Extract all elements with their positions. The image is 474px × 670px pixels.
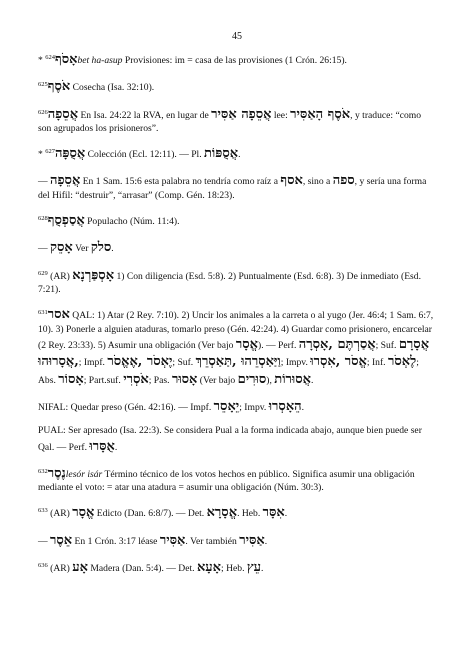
entry-number: 625 xyxy=(38,81,48,89)
hebrew-word: אֻסָּרוּ xyxy=(89,438,115,454)
entry-text: ), xyxy=(266,374,275,386)
entry-text: , sino a xyxy=(302,176,333,188)
entry-text: Madera (Dan. 5:4). — Det. xyxy=(87,562,197,574)
entry-text: ; Impv. xyxy=(280,357,311,369)
dictionary-entry xyxy=(38,398,436,415)
dictionary-entry xyxy=(38,306,436,387)
entry-text: ; Inf. xyxy=(366,357,388,369)
dictionary-entry xyxy=(38,172,436,202)
entry-text: (AR) xyxy=(47,508,73,520)
entry-text: En 1 Crón. 3:17 léase xyxy=(72,535,160,547)
entry-number: 624 xyxy=(45,54,55,61)
entry-number: 631 xyxy=(38,309,48,317)
entry-text: Populacho (Núm. 11:4). xyxy=(84,216,180,228)
entry-text: QAL: 1) Atar (2 Rey. 7:10). 2) Uncir los animales a la carreta o al yugo (Jer. 46:4; 1 Sam. 6:7, 10). 3) Ponerle a alguien ataduras, tomarlo preso (Gén. 42:24). 4) Guardar como prisionero, encarcelar (2 Rey. 23:33). 5) Asumir una obligación (Ver bajo xyxy=(38,310,434,352)
entry-text: . xyxy=(311,374,314,386)
hebrew-word: אֲסַפְסֻף xyxy=(47,213,85,229)
entry-list xyxy=(38,51,436,576)
entry-text: ; Heb. xyxy=(221,562,247,574)
dictionary-entry xyxy=(38,239,436,256)
hebrew-word: אֲסֵפָה xyxy=(50,173,81,189)
entry-text: (Ver bajo xyxy=(197,374,238,386)
entry-text: Colección (Ecl. 12:11). — Pl. xyxy=(85,149,204,161)
entry-text: im = casa de las provisiones (1 Crón. 26:15). xyxy=(174,55,347,67)
hebrew-word: אָסוֹר xyxy=(58,371,84,387)
entry-text: * xyxy=(38,55,46,67)
entry-text: ; Impv. xyxy=(239,401,269,413)
hebrew-word: וַיַּאַסְרֵהוּ ,תַּאַסְרֵךְ xyxy=(195,354,281,370)
hebrew-word: אָעָא xyxy=(196,559,222,575)
entry-text: En 1 Sam. 15:6 esta palabra no tendría como raíz a xyxy=(80,176,281,188)
entry-number: 626 xyxy=(38,108,48,116)
entry-text: En Isa. 24:22 la RVA, en lugar de xyxy=(78,109,212,121)
entry-text: ; Abs. xyxy=(38,357,419,386)
dictionary-entry xyxy=(38,532,436,549)
dictionary-entry xyxy=(38,106,436,136)
hebrew-word: הֵאָסְרוּ xyxy=(268,398,302,414)
entry-text: . xyxy=(238,149,241,161)
entry-text: * xyxy=(38,149,46,161)
hebrew-word: אָסוּר xyxy=(171,371,198,387)
dictionary-entry xyxy=(38,145,436,162)
entry-text: (AR) xyxy=(47,270,73,282)
transliteration: bet ha-asup xyxy=(77,55,123,67)
hebrew-word: אֲסֻפָּה xyxy=(54,146,86,162)
entry-text: ; Pas. xyxy=(148,374,172,386)
transliteration: lesór isár xyxy=(65,468,103,480)
entry-number: 633 xyxy=(38,507,48,515)
hebrew-word: אסר xyxy=(47,307,70,323)
hebrew-word: אִסָּר xyxy=(262,505,285,521)
hebrew-word: אֵסֶר xyxy=(50,532,73,548)
hebrew-word: סלק xyxy=(90,240,112,256)
hebrew-word: אֹסְרִי xyxy=(123,371,149,387)
entry-number: 628 xyxy=(38,215,48,223)
entry-text: , y traduce: “como son agrupados los prisioneros”. xyxy=(38,109,422,134)
hebrew-word: עֵץ xyxy=(246,559,262,575)
entry-text: . Ver también xyxy=(185,535,240,547)
hebrew-word: אֲסֵפָה xyxy=(47,106,79,122)
entry-text: Edicto (Dan. 6:8/7). — Det. xyxy=(94,508,207,520)
entry-text: , y sería una forma del Hifil: “destruir”, “arrasar” (Comp. Gén. 18:23). xyxy=(38,176,427,201)
hebrew-word: אֹסֶף הָאַסִּיר xyxy=(290,106,351,122)
hebrew-word: אָסֵק xyxy=(50,240,73,256)
entry-text: Provisiones: xyxy=(122,55,175,67)
hebrew-word: אָסֹף xyxy=(54,52,78,68)
entry-text: Ver xyxy=(72,243,91,255)
hebrew-word: אֱסָרָא xyxy=(206,505,238,521)
entry-text: . xyxy=(114,441,118,453)
hebrew-word: יֶאְסֹר ,אֶאֱסֹר xyxy=(107,354,173,370)
entry-text: ; Impf. xyxy=(78,357,108,369)
entry-text: PUAL: Ser apresado (Isa. 22:3). Se considera Pual a la forma indicada abajo, aunque bien puede ser Qal. — Perf. xyxy=(38,424,422,453)
entry-text: . xyxy=(284,508,288,520)
entry-text: 1) Con diligencia (Esd. 5:8). 2) Puntualmente (Esd. 6:8). 3) De inmediato (Esd. 7:21). xyxy=(38,270,421,295)
hebrew-word: אֲסַרְתֶּם ,אָסְרָה xyxy=(298,337,376,353)
dictionary-entry xyxy=(38,267,436,297)
hebrew-word: אֲסוּרוֹת xyxy=(274,371,311,387)
dictionary-entry xyxy=(38,559,436,576)
entry-text: . xyxy=(301,401,305,413)
entry-text: ). — Perf. xyxy=(258,340,299,352)
entry-text: . xyxy=(261,562,264,574)
hebrew-word: אֱסֹר ,אִסְרוּ xyxy=(310,354,367,370)
hebrew-word: נֶסֶר xyxy=(47,465,66,481)
entry-text: lee: xyxy=(271,109,291,121)
entry-text: . Heb. xyxy=(237,508,263,520)
hebrew-word: אַסִּיר xyxy=(239,532,265,548)
dictionary-entry xyxy=(38,51,436,68)
hebrew-word: אָסְפַּרְנָא xyxy=(72,267,115,283)
hebrew-word: אָע xyxy=(72,559,88,575)
hebrew-word: אֲסֻפּוֹת xyxy=(204,146,239,162)
entry-text: . xyxy=(264,535,268,547)
entry-text: Término técnico de los votos hechos en público. Significa asumir una obligación mediante el voto: xyxy=(38,468,415,493)
hebrew-word: אֱסָר xyxy=(72,505,95,521)
entry-number: 629 xyxy=(38,269,48,277)
hebrew-word: אֱסָר xyxy=(235,337,259,353)
entry-number: 636 xyxy=(38,561,48,569)
hebrew-word: יֵאָסֵר xyxy=(213,398,240,414)
dictionary-entry xyxy=(38,504,436,521)
entry-text: ; Part.suf. xyxy=(83,374,124,386)
hebrew-word: אַסִּיר xyxy=(159,532,186,548)
hebrew-word: ספה xyxy=(332,173,355,189)
hebrew-word: אסף xyxy=(280,173,303,189)
hebrew-word: אֹסֶף xyxy=(47,79,71,95)
entry-text: ; Suf. xyxy=(172,357,196,369)
entry-text: . xyxy=(111,243,114,255)
entry-text: = atar una atadura = asumir una obligación (Núm. 30:3). xyxy=(107,481,324,493)
page-number: 45 xyxy=(232,31,242,42)
entry-text: — xyxy=(38,535,50,547)
hebrew-word: אֲסֵפָה אַסִּיר xyxy=(211,106,272,122)
dictionary-entry xyxy=(38,212,436,229)
entry-text: ; Suf. xyxy=(375,340,399,352)
entry-text: — xyxy=(38,243,50,255)
hebrew-word: סוּרִים xyxy=(237,371,267,387)
hebrew-word: לֶאְסֹר xyxy=(387,354,417,370)
entry-number: 632 xyxy=(38,467,48,475)
dictionary-entry xyxy=(38,78,436,95)
entry-number: 627 xyxy=(45,148,55,156)
entry-text: Cosecha (Isa. 32:10). xyxy=(70,82,155,94)
entry-text: NIFAL: Quedar preso (Gén. 42:16). — Impf. xyxy=(38,401,214,413)
hebrew-word: אֲסָרָם ,אֲסָרוּהוּ xyxy=(38,337,430,370)
entry-text: — xyxy=(38,176,50,188)
dictionary-entry xyxy=(38,465,436,495)
dictionary-entry xyxy=(38,425,436,455)
entry-text: (AR) xyxy=(47,562,73,574)
